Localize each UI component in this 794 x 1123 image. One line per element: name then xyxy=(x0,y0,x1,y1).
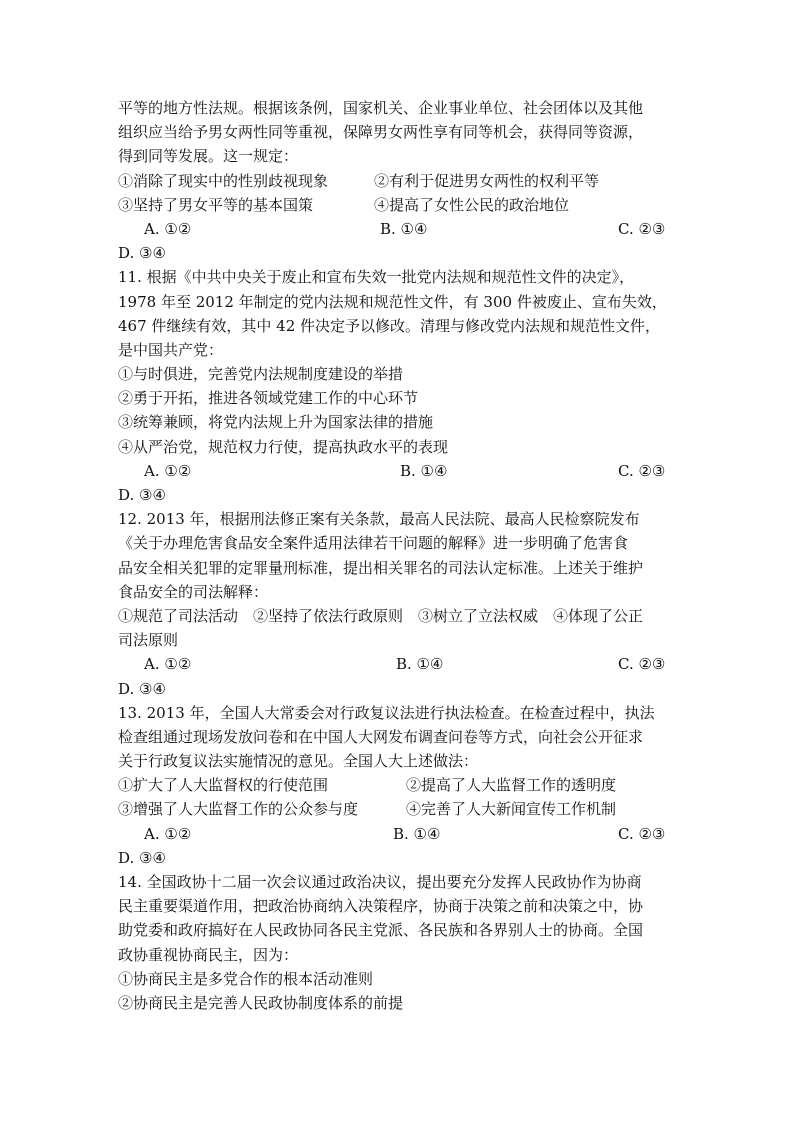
option-b: B. ①④ xyxy=(380,219,428,238)
q11-line: 是中国共产党： xyxy=(118,340,224,359)
option-c: C. ②③ xyxy=(618,461,666,480)
option-d: D. ③④ xyxy=(118,679,166,698)
option-a: A. ①② xyxy=(144,655,192,674)
q13-items-row xyxy=(118,797,678,821)
q13-line: 检查组通过现场发放问卷和在中国人大网发布调查问卷等方式，向社会公开征求 xyxy=(118,727,644,746)
q11-line: 467 件继续有效，其中 42 件决定予以修改。清理与修改党内法规和规范性文件， xyxy=(118,316,661,335)
q13-item-4: ④完善了人大新闻宣传工作机制 xyxy=(406,800,617,819)
option-c: C. ②③ xyxy=(618,219,666,238)
q14-line: 助党委和政府搞好在人民政协同各民主党派、各民族和各界别人士的协商。全国 xyxy=(118,921,644,940)
q11-line: 11. 根据《中共中央关于废止和宣布失效一批党内法规和规范性文件的决定》， xyxy=(118,268,635,287)
option-b: B. ①④ xyxy=(396,655,444,674)
q10-options-row xyxy=(118,217,678,241)
option-b: B. ①④ xyxy=(400,461,448,480)
option-d: D. ③④ xyxy=(118,848,166,867)
q11-line: 1978 年至 2012 年制定的党内法规和规范性文件，有 300 件被废止、宣布失效， xyxy=(118,292,667,311)
q10-items-row xyxy=(118,193,678,217)
q10-line: 平等的地方性法规。根据该条例，国家机关、企业事业单位、社会团体以及其他 xyxy=(118,99,644,117)
option-c: C. ②③ xyxy=(618,655,666,674)
q10-item-4: ④提高了女性公民的政治地位 xyxy=(374,195,570,214)
q10-item-3: ③坚持了男女平等的基本国策 xyxy=(118,195,314,214)
q14-item-2: ②协商民主是完善人民政协制度体系的前提 xyxy=(118,993,404,1012)
q12-line: 食品安全的司法解释： xyxy=(118,582,269,601)
q12-line: ①规范了司法活动 ②坚持了依法行政原则 ③树立了立法权威 ④体现了公正 xyxy=(118,606,644,625)
q12-options-row xyxy=(118,652,678,676)
question-text xyxy=(118,96,678,1015)
q12-line: 司法原则 xyxy=(118,631,179,650)
q12-line: 品安全相关犯罪的定罪量刑标准，提出相关罪名的司法认定标准。上述关于维护 xyxy=(118,558,644,577)
q10-line: 组织应当给予男女两性同等重视，保障男女两性享有同等机会，获得同等资源， xyxy=(118,123,644,142)
q14-line: 14. 全国政协十二届一次会议通过政治决议，提出要充分发挥人民政协作为协商 xyxy=(118,873,642,891)
q13-item-2: ②提高了人大监督工作的透明度 xyxy=(406,776,617,795)
q11-item-2: ②勇于开拓，推进各领域党建工作的中心环节 xyxy=(118,389,419,408)
q12-line: 12. 2013 年，根据刑法修正案有关条款，最高人民法院、最高人民检察院发布 xyxy=(118,510,640,529)
option-b: B. ①④ xyxy=(393,824,441,843)
q12-line: 《关于办理危害食品安全案件适用法律若干问题的解释》进一步明确了危害食 xyxy=(118,534,629,553)
q14-line: 民主重要渠道作用，把政治协商纳入决策程序，协商于决策之前和决策之中，协 xyxy=(118,897,644,916)
option-a: A. ①② xyxy=(144,461,192,480)
q10-item-2: ②有利于促进男女两性的权利平等 xyxy=(374,171,600,190)
q11-item-3: ③统筹兼顾，将党内法规上升为国家法律的措施 xyxy=(118,413,434,432)
q13-line: 关于行政复议法实施情况的意见。全国人大上述做法： xyxy=(118,752,479,771)
q13-options-row xyxy=(118,822,678,846)
option-d: D. ③④ xyxy=(118,486,166,504)
q10-item-1: ①消除了现实中的性别歧视现象 xyxy=(118,171,329,190)
q11-options-row xyxy=(118,459,678,483)
option-d: D. ③④ xyxy=(118,244,166,263)
option-c: C. ②③ xyxy=(618,824,666,843)
q11-item-4: ④从严治党，规范权力行使，提高执政水平的表现 xyxy=(118,437,449,456)
q13-line: 13. 2013 年，全国人大常委会对行政复议法进行执法检查。在检查过程中，执法 xyxy=(118,703,655,722)
q10-line: 得到同等发展。这一规定： xyxy=(118,147,299,166)
q13-items-row xyxy=(118,773,678,797)
q10-items-row xyxy=(118,169,678,193)
option-a: A. ①② xyxy=(144,824,192,843)
option-a: A. ①② xyxy=(144,219,192,238)
q13-item-3: ③增强了人大监督工作的公众参与度 xyxy=(118,800,359,819)
q13-item-1: ①扩大了人大监督权的行使范围 xyxy=(118,776,329,795)
q11-item-1: ①与时俱进，完善党内法规制度建设的举措 xyxy=(118,365,404,384)
q14-item-1: ①协商民主是多党合作的根本活动准则 xyxy=(118,969,374,988)
q14-line: 政协重视协商民主，因为： xyxy=(118,945,299,964)
